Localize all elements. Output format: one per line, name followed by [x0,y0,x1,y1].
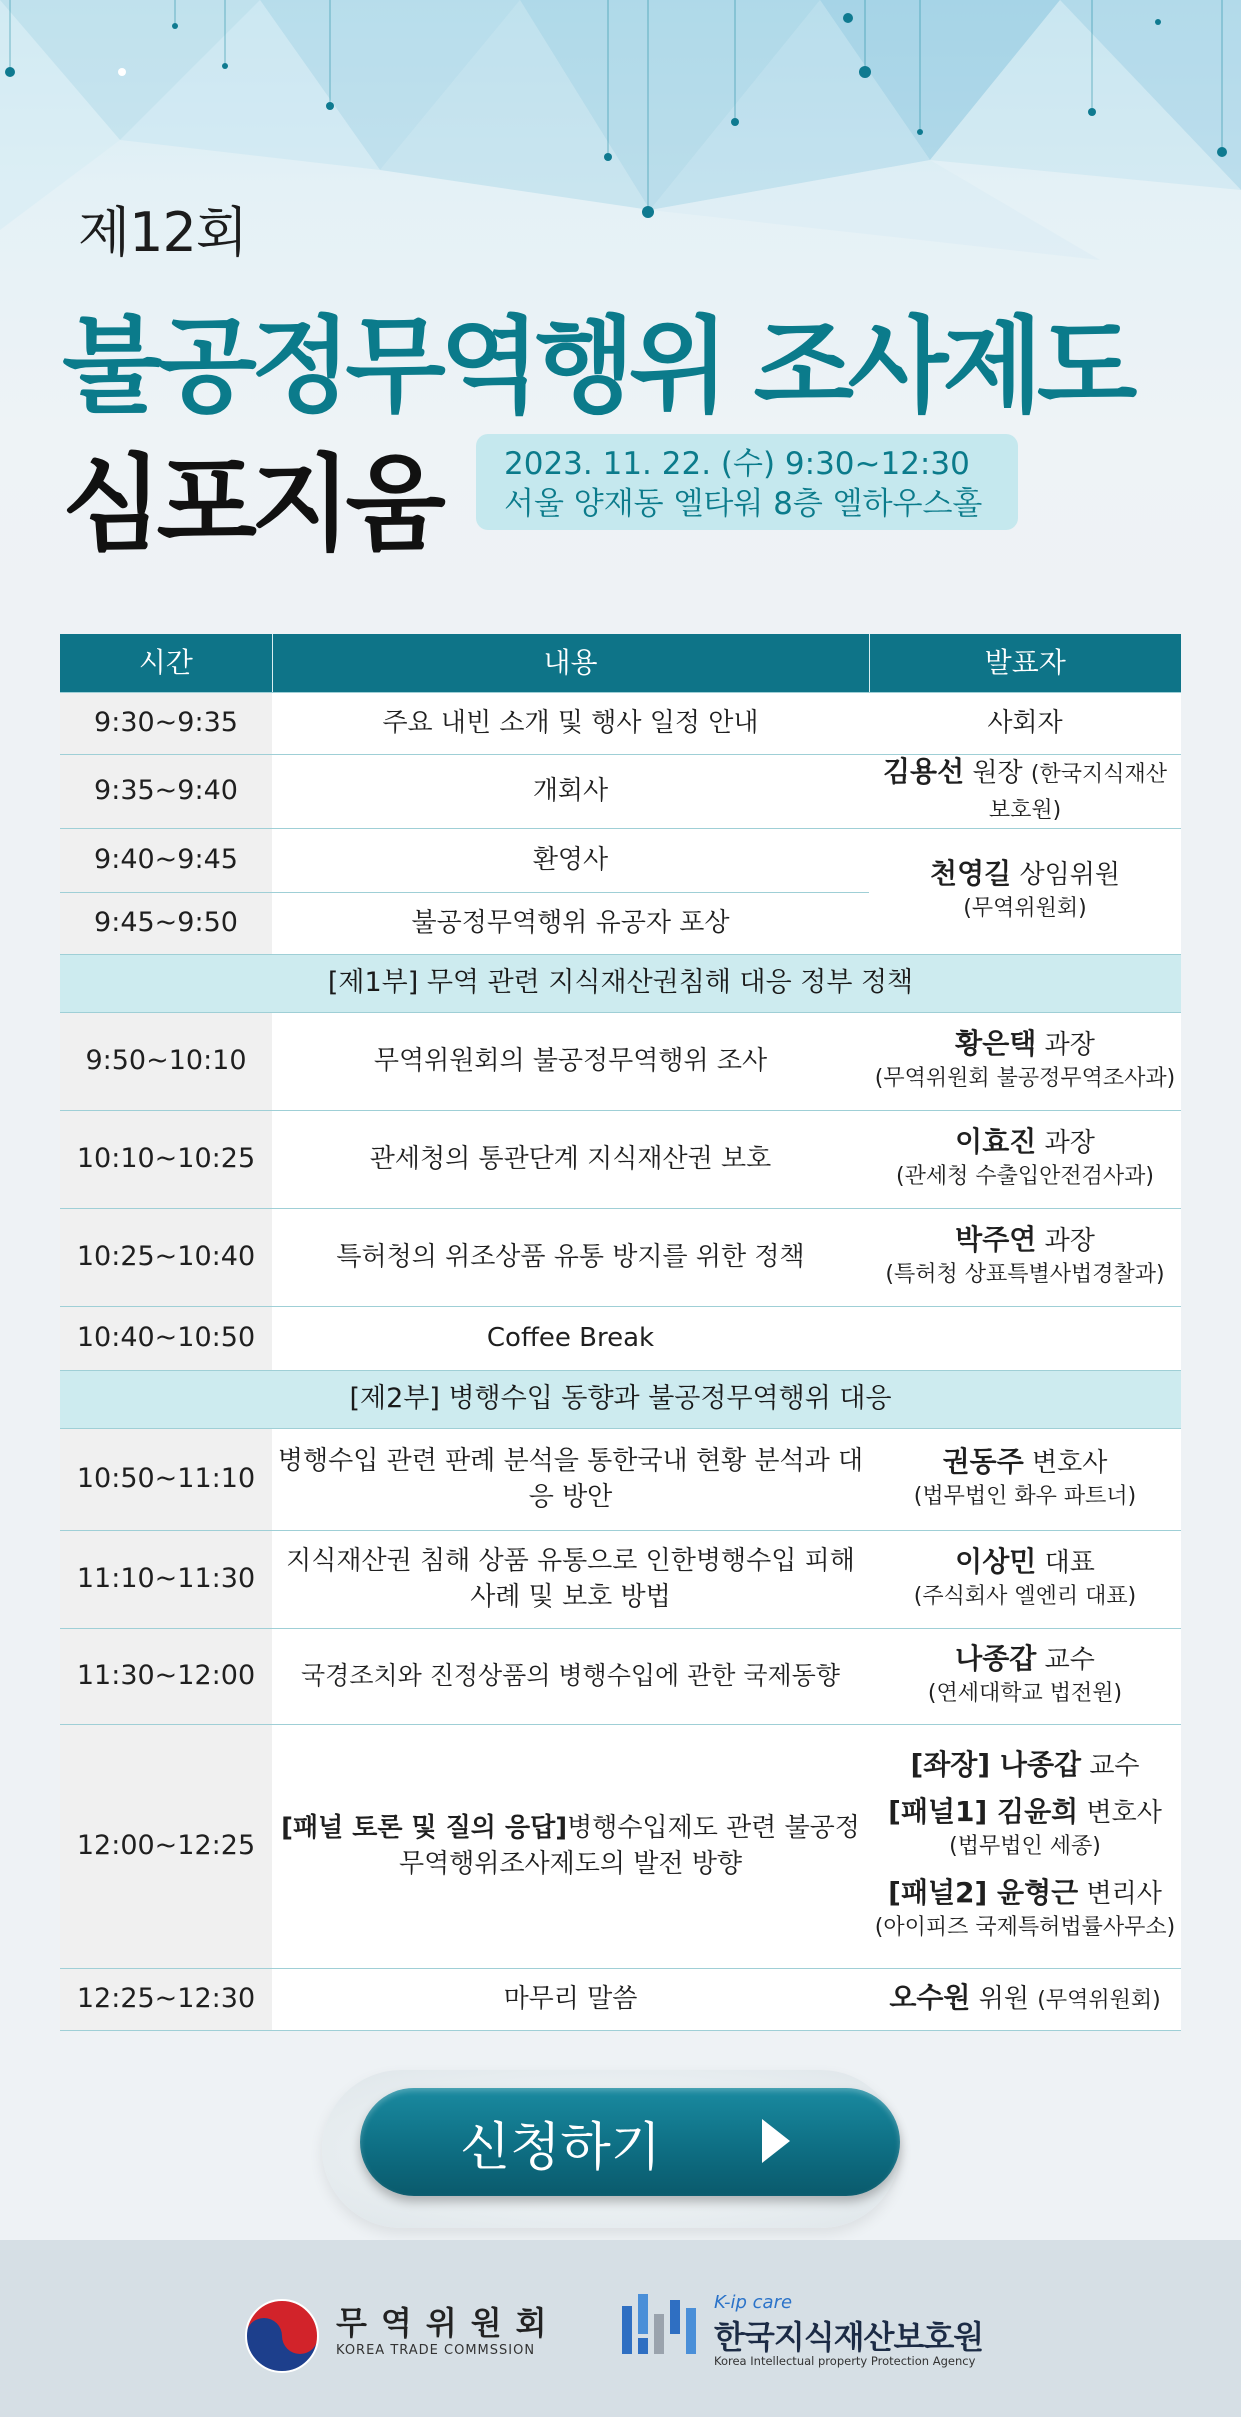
row-time: 9:30~9:35 [60,692,272,754]
kipo-english-name: Korea Intellectual property Protection Agency [714,2354,976,2368]
content-line: 지식재산권 침해 상품 유통으로 인한 [286,1546,696,1576]
row-speaker [869,1530,1181,1628]
speaker-org: (특허청 상표특별사법경찰과) [885,1261,1165,1287]
speaker-org: (법무법인 화우 파트너) [913,1483,1137,1509]
row-speaker [869,754,1181,828]
content-line: 병행수입제도 관련 불공정무역행위 [398,1813,860,1879]
row-time: 11:10~11:30 [60,1530,272,1628]
session-row [60,1370,1181,1428]
row-content: 국경조치와 진정상품의 병행수입에 관한 국제동향 [272,1628,869,1724]
footer [0,2240,1241,2417]
session-row [60,954,1181,1012]
speaker-name: 이상민 [955,1544,1037,1578]
row-time: 10:25~10:40 [60,1208,272,1306]
event-date-time: 2023. 11. 22. (수) 9:30~12:30 [504,446,970,482]
row-content: 마무리 말씀 [272,1968,869,2030]
row-time: 10:10~10:25 [60,1110,272,1208]
content-line: 국내 현황 분석과 대응 방안 [528,1446,864,1512]
speaker-title: 위원 [978,1983,1029,2014]
row-time: 11:30~12:00 [60,1628,272,1724]
speaker-name: 박주연 [955,1222,1037,1256]
table-header-row [60,634,1181,692]
row-speaker [869,1012,1181,1110]
row-content: Coffee Break [272,1306,869,1370]
table-row [60,1110,1181,1208]
speaker-title: 원장 [972,757,1023,788]
panel1-name: [패널1] 김윤희 [888,1794,1079,1828]
row-time: 12:00~12:25 [60,1724,272,1968]
row-speaker [869,1968,1181,2030]
table-row [60,1428,1181,1530]
kipo-brand: K-ip care [714,2292,793,2313]
row-content [272,1530,869,1628]
row-time: 12:25~12:30 [60,1968,272,2030]
row-content: 특허청의 위조상품 유통 방지를 위한 정책 [272,1208,869,1306]
row-content: 불공정무역행위 유공자 포상 [272,892,869,954]
header-content: 내용 [272,634,869,692]
speaker-title: 변호사 [1032,1447,1108,1478]
panel1-title: 변호사 [1086,1797,1162,1828]
apply-button[interactable]: 신청하기 [360,2088,900,2196]
panel1-org: (법무법인 세종) [949,1833,1101,1859]
event-title: 불공정무역행위 조사제도 [62,305,1132,427]
row-content [272,1428,869,1530]
content-line: 병행수입 피해 사례 및 보호 방법 [470,1546,855,1612]
row-speaker [869,1306,1181,1370]
speaker-name: 이효진 [955,1124,1037,1158]
speaker-name: 권동주 [942,1444,1024,1478]
table-row [60,1968,1181,2030]
chair-title: 교수 [1089,1750,1140,1781]
schedule-table [60,634,1181,2031]
speaker-title: 과장 [1044,1029,1095,1060]
row-speaker [869,1628,1181,1724]
speaker-title: 과장 [1044,1225,1095,1256]
table-row [60,1208,1181,1306]
header-time: 시간 [60,634,272,692]
content-line: [패널 토론 및 질의 응답] [281,1813,568,1843]
header-speaker: 발표자 [869,634,1181,692]
row-time: 9:50~10:10 [60,1012,272,1110]
row-time: 9:40~9:45 [60,828,272,892]
kipo-name: 한국지식재산보호원 [714,2318,984,2356]
speaker-org: (무역위원회 불공정무역조사과) [874,1065,1176,1091]
row-content [272,1724,869,1968]
row-speaker: 사회자 [869,692,1181,754]
row-time: 10:50~11:10 [60,1428,272,1530]
speaker-title: 과장 [1044,1127,1095,1158]
event-subtitle: 심포지움 [62,443,440,565]
row-time: 9:35~9:40 [60,754,272,828]
speaker-name: 오수원 [889,1980,971,2014]
row-speaker [869,1428,1181,1530]
panel2-name: [패널2] 윤형근 [888,1875,1079,1909]
table-row [60,1012,1181,1110]
speaker-name: 나종갑 [955,1641,1037,1675]
ktc-name: 무역위원회 [336,2304,561,2342]
row-content: 환영사 [272,828,869,892]
table-row [60,1530,1181,1628]
content-line: 병행수입 관련 판례 분석을 통한 [277,1446,638,1476]
row-speaker [869,1110,1181,1208]
panel2-org: (아이피즈 국제특허법률사무소) [874,1914,1176,1940]
event-venue: 서울 양재동 엘타워 8층 엘하우스홀 [504,486,983,522]
speaker-org: (관세청 수출입안전검사과) [896,1163,1154,1189]
speaker-title: 대표 [1044,1547,1095,1578]
row-content: 주요 내빈 소개 및 행사 일정 안내 [272,692,869,754]
kipo-logo-icon [622,2294,702,2360]
row-speaker [869,1208,1181,1306]
event-info-box [476,434,1018,530]
table-row [60,1724,1181,1968]
row-content: 개회사 [272,754,869,828]
row-content: 관세청의 통관단계 지식재산권 보호 [272,1110,869,1208]
row-content: 무역위원회의 불공정무역행위 조사 [272,1012,869,1110]
panel-speakers [869,1724,1181,1968]
table-row [60,1628,1181,1724]
table-row [60,828,1181,892]
table-row [60,692,1181,754]
table-row [60,1306,1181,1370]
speaker-title: 교수 [1044,1644,1095,1675]
table-row [60,754,1181,828]
row-speaker [869,828,1181,954]
speaker-title: 상임위원 [1019,859,1120,890]
edition-label: 제12회 [78,201,248,264]
taegeuk-logo-icon [244,2298,320,2374]
speaker-org: (한국지식재산보호원) [988,761,1168,823]
chair-name: [좌장] 나종갑 [910,1747,1082,1781]
speaker-org: (무역위원회) [963,895,1087,921]
speaker-name: 천영길 [930,856,1012,890]
speaker-name: 황은택 [955,1026,1037,1060]
row-time: 10:40~10:50 [60,1306,272,1370]
speaker-name: 김용선 [882,754,965,788]
row-time: 9:45~9:50 [60,892,272,954]
play-arrow-icon[interactable] [762,2119,790,2163]
speaker-org: (주식회사 엘엔리 대표) [913,1583,1137,1609]
ktc-english-name: KOREA TRADE COMMSSION [336,2343,536,2358]
speaker-org: (연세대학교 법전원) [927,1680,1123,1706]
speaker-org: (무역위원회) [1037,1987,1161,2013]
session-title: [제2부] 병행수입 동향과 불공정무역행위 대응 [60,1370,1181,1428]
content-line: 조사제도의 발전 방향 [499,1849,743,1879]
session-title: [제1부] 무역 관련 지식재산권침해 대응 정부 정책 [60,954,1181,1012]
panel2-title: 변리사 [1086,1878,1162,1909]
